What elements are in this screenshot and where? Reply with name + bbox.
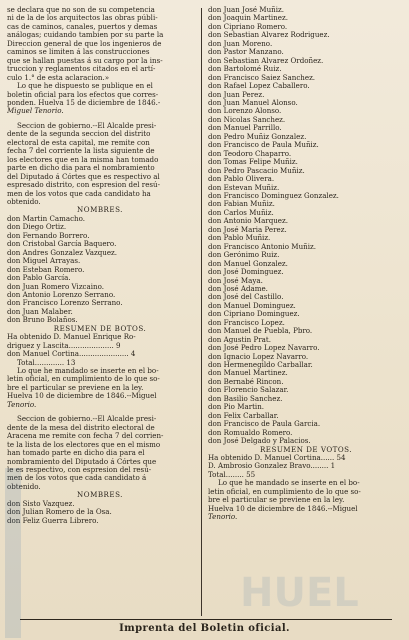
column-divider xyxy=(201,8,202,616)
text-line: Aracena me remite con fecha 7 del corrien- xyxy=(7,432,164,441)
elector-name: don Bartolomé Ruiz. xyxy=(208,65,282,74)
elector-name: don Francisco de Paula Muñiz. xyxy=(208,141,319,150)
elector-name: don Juan José Muñiz. xyxy=(208,6,284,14)
elector-name: don José Maria Perez. xyxy=(208,225,287,234)
elector-name: don Cipriano Dominguez. xyxy=(208,310,300,319)
text-line: se declara que no son de su competencia xyxy=(7,6,155,14)
text-line: del Diputado á Córtes que es respectivo al xyxy=(7,172,160,181)
text-line: parte en dicho dia para el nombramiento xyxy=(7,164,155,173)
elector-name: don Manuel Martinez. xyxy=(208,369,288,378)
text-line: fecha 7 del corriente la lista siguiente de xyxy=(7,147,155,156)
text-line: men de los votos que cada candidato ha xyxy=(7,189,151,198)
elector-name: don Gerónimo Ruiz. xyxy=(208,251,280,260)
text-line: Lo que he mandado se inserte en el bo- xyxy=(17,367,159,376)
text-line: ni de la de los arquitectos las obras públi- xyxy=(7,14,158,23)
text-line: letin oficial, en cumplimiento de lo que so- xyxy=(7,375,160,384)
elector-name: don Esteban Romero. xyxy=(7,265,85,274)
text-line: te la lista de los electores que en el mismo xyxy=(7,440,161,449)
elector-name: don Manuel Parrillo. xyxy=(208,124,282,133)
text-line: los electores que en la misma han tomado xyxy=(7,155,159,164)
text-line: culo 1.° de esta aclaracion.» xyxy=(7,73,110,82)
elector-name: don Pablo García. xyxy=(7,274,71,283)
elector-name: don Bernabé Rincon. xyxy=(208,377,284,386)
elector-name: don Teodoro Chaparro. xyxy=(208,149,292,158)
archive-watermark-icon xyxy=(2,468,24,638)
text-line: Direccion general de que los ingenieros de xyxy=(7,39,162,48)
elector-name: don Sebastian Alvarez Rodriguez. xyxy=(208,31,330,40)
elector-name: don Pio Martin. xyxy=(208,403,265,412)
text-line: Total........ 55 xyxy=(208,470,256,479)
text-line: caminos se limiten á las construcciones xyxy=(7,48,150,57)
elector-name: don Pedro Muñiz Gonzalez. xyxy=(208,132,307,141)
printer-imprint: Imprenta del Boletin oficial. xyxy=(119,623,290,634)
elector-name: don Ignacio Lopez Navarro. xyxy=(208,352,309,361)
elector-name: don Hermenegildo Carballar. xyxy=(208,361,313,370)
elector-name: don Martin Camacho. xyxy=(7,214,86,223)
text-line: dente de la mesa del distrito electoral de xyxy=(7,423,155,432)
elector-name: don Romualdo Romero. xyxy=(208,428,293,437)
text-line: Seccion de gobierno.--El Alcalde presi- xyxy=(17,121,157,130)
elector-name: don Miguel Arrayas. xyxy=(7,257,81,266)
elector-name: don Fabian Muñiz. xyxy=(208,200,275,209)
text-line: electoral de esta capital, me remite con xyxy=(7,138,150,147)
section-heading: RESUMEN DE BOTOS. xyxy=(53,324,147,333)
elector-name: don Sisto Vazquez. xyxy=(7,499,75,508)
elector-name: don José del Castillo. xyxy=(208,293,284,302)
right-column xyxy=(208,6,404,522)
text-line: Seccion de gobierno.--El Alcalde presi- xyxy=(17,415,157,424)
elector-name: don José Delgado y Palacios. xyxy=(208,437,311,446)
text-line: Miguel Tenorio. xyxy=(7,107,64,116)
elector-name: don Felix Carballar. xyxy=(208,411,279,420)
elector-name: don Joaquin Martinez. xyxy=(208,14,288,23)
text-line: Tenorio. xyxy=(7,400,37,409)
text-line: espresado distrito, con espresion del resú- xyxy=(7,181,160,190)
text-line: Huelva 10 de diciembre de 1846.--Miguel xyxy=(208,504,358,513)
elector-name: don Manuel Gonzalez. xyxy=(208,259,288,268)
elector-name: don Manuel de Puebla, Pbro. xyxy=(208,327,313,336)
text-line: nombramiento del Diputado á Córtes que xyxy=(7,457,157,466)
text-line: obtenido. xyxy=(7,482,41,491)
elector-name: don Nicolas Sanchez. xyxy=(208,115,286,124)
footer-rule xyxy=(20,619,392,620)
text-line: Tenorio. xyxy=(208,513,238,522)
elector-name: don Francisco Lopez. xyxy=(208,318,285,327)
elector-name: don Basilio Sanchez. xyxy=(208,394,283,403)
elector-name: don Florencio Salazar. xyxy=(208,386,289,395)
elector-name: don Carlos Muñiz. xyxy=(208,208,274,217)
text-line: truccion y reglamentos citados en el artí- xyxy=(7,65,156,74)
elector-name: don Julian Romero de la Osa. xyxy=(7,508,112,517)
elector-name: don Francisco Lorenzo Serrano. xyxy=(7,299,123,308)
elector-name: don José Adame. xyxy=(208,284,268,293)
text-line: boletin oficial para los efectos que corres- xyxy=(7,90,159,99)
text-line: men de los votos que cada candidato á xyxy=(7,474,147,483)
text-line: Huelva 10 de diciembre de 1846.--Miguel xyxy=(7,392,157,401)
elector-name: don Fernando Borrero. xyxy=(7,231,90,240)
text-line: dente de la segunda seccion del distrito xyxy=(7,130,151,139)
elector-name: don José Dominguez. xyxy=(208,268,284,277)
elector-name: don Cristobal García Baquero. xyxy=(7,240,117,249)
elector-name: don Estevan Muñiz. xyxy=(208,183,280,192)
text-line: driguez y Lascita.................... 9 xyxy=(7,341,121,350)
section-heading: NOMBRES. xyxy=(77,206,123,215)
elector-name: don Antonio Lorenzo Serrano. xyxy=(7,290,116,299)
text-line: Ha obtenido D. Manuel Enrique Ro- xyxy=(7,333,136,342)
elector-name: don Agustin Prat. xyxy=(208,335,271,344)
elector-name: don Pablo Olivera. xyxy=(208,175,275,184)
text-line: que se hallan puestas á su cargo por la ins- xyxy=(7,56,163,65)
text-line: bre el particular se previene en la ley. xyxy=(7,383,144,392)
text-line: D. Ambrosio Gonzalez Bravo........ 1 xyxy=(208,462,336,471)
elector-name: don Francisco de Paula Garcia. xyxy=(208,420,321,429)
elector-name: don Pastor Manzano. xyxy=(208,48,284,57)
text-line: ponden. Huelva 15 de diciembre de 1846.- xyxy=(7,98,161,107)
elector-name: don Rafael Lopez Caballero. xyxy=(208,82,310,91)
elector-name: don Lorenzo Alonso. xyxy=(208,107,282,116)
elector-name: don Juan Malaber. xyxy=(7,307,73,316)
elector-name: don Andres Gonzalez Vazquez. xyxy=(7,248,118,257)
text-line: análogas; cuidando tambien por su parte la xyxy=(7,31,164,40)
elector-name: don Manuel Cortina...................... 4 xyxy=(7,350,136,359)
text-line: bre el particular se previene en la ley. xyxy=(208,496,345,505)
elector-name: don Juan Manuel Alonso. xyxy=(208,98,298,107)
elector-name: don Antonio Marquez. xyxy=(208,217,288,226)
text-line: letin oficial, en cumplimiento de lo que so- xyxy=(208,487,361,496)
elector-name: don Francisco Antonio Muñiz. xyxy=(208,242,316,251)
elector-name: don Feliz Guerra Librero. xyxy=(7,516,99,525)
left-column xyxy=(7,6,193,525)
archive-watermark-logo: HUEL xyxy=(240,570,359,616)
elector-name: don Pedro Pascacio Muñiz. xyxy=(208,166,305,175)
elector-name: don Tomas Felipe Muñiz. xyxy=(208,158,298,167)
text-line: han tomado parte en dicho dia para el xyxy=(7,449,145,458)
elector-name: don Cipriano Romero. xyxy=(208,22,288,31)
text-line: cas de caminos, canales, puertos y demas xyxy=(7,22,158,31)
text-line: Total............. 13 xyxy=(17,358,76,367)
elector-name: don Bruno Bolaños. xyxy=(7,316,78,325)
text-line: le es respectivo, con espresion del resú- xyxy=(7,466,152,475)
section-heading: RESUMEN DE VOTOS. xyxy=(259,445,353,454)
elector-name: don José Pedro Lopez Navarro. xyxy=(208,344,320,353)
elector-name: don Juan Perez. xyxy=(208,90,265,99)
text-line: Ha obtenido D. Manuel Cortina...... 54 xyxy=(208,454,346,463)
elector-name: don Francisco Dominguez Gonzalez. xyxy=(208,191,339,200)
elector-name: don Francisco Saiez Sanchez. xyxy=(208,73,316,82)
elector-name: don Juan Romero Vizcaino. xyxy=(7,282,104,291)
text-line: obtenido. xyxy=(7,197,41,206)
elector-name: don Juan Moreno. xyxy=(208,39,273,48)
elector-name: don Sebastian Alvarez Ordoñez. xyxy=(208,56,324,65)
text-line: Lo que he dispuesto se publique en el xyxy=(17,82,153,91)
section-heading: NOMBRES. xyxy=(77,491,123,500)
elector-name: don Manuel Dominguez. xyxy=(208,301,296,310)
elector-name: don Diego Ortiz. xyxy=(7,223,67,232)
elector-name: don Pablo Muñiz. xyxy=(208,234,271,243)
elector-name: don José Maya. xyxy=(208,276,263,285)
text-line: Lo que he mandado se inserte en el bo- xyxy=(218,479,360,488)
